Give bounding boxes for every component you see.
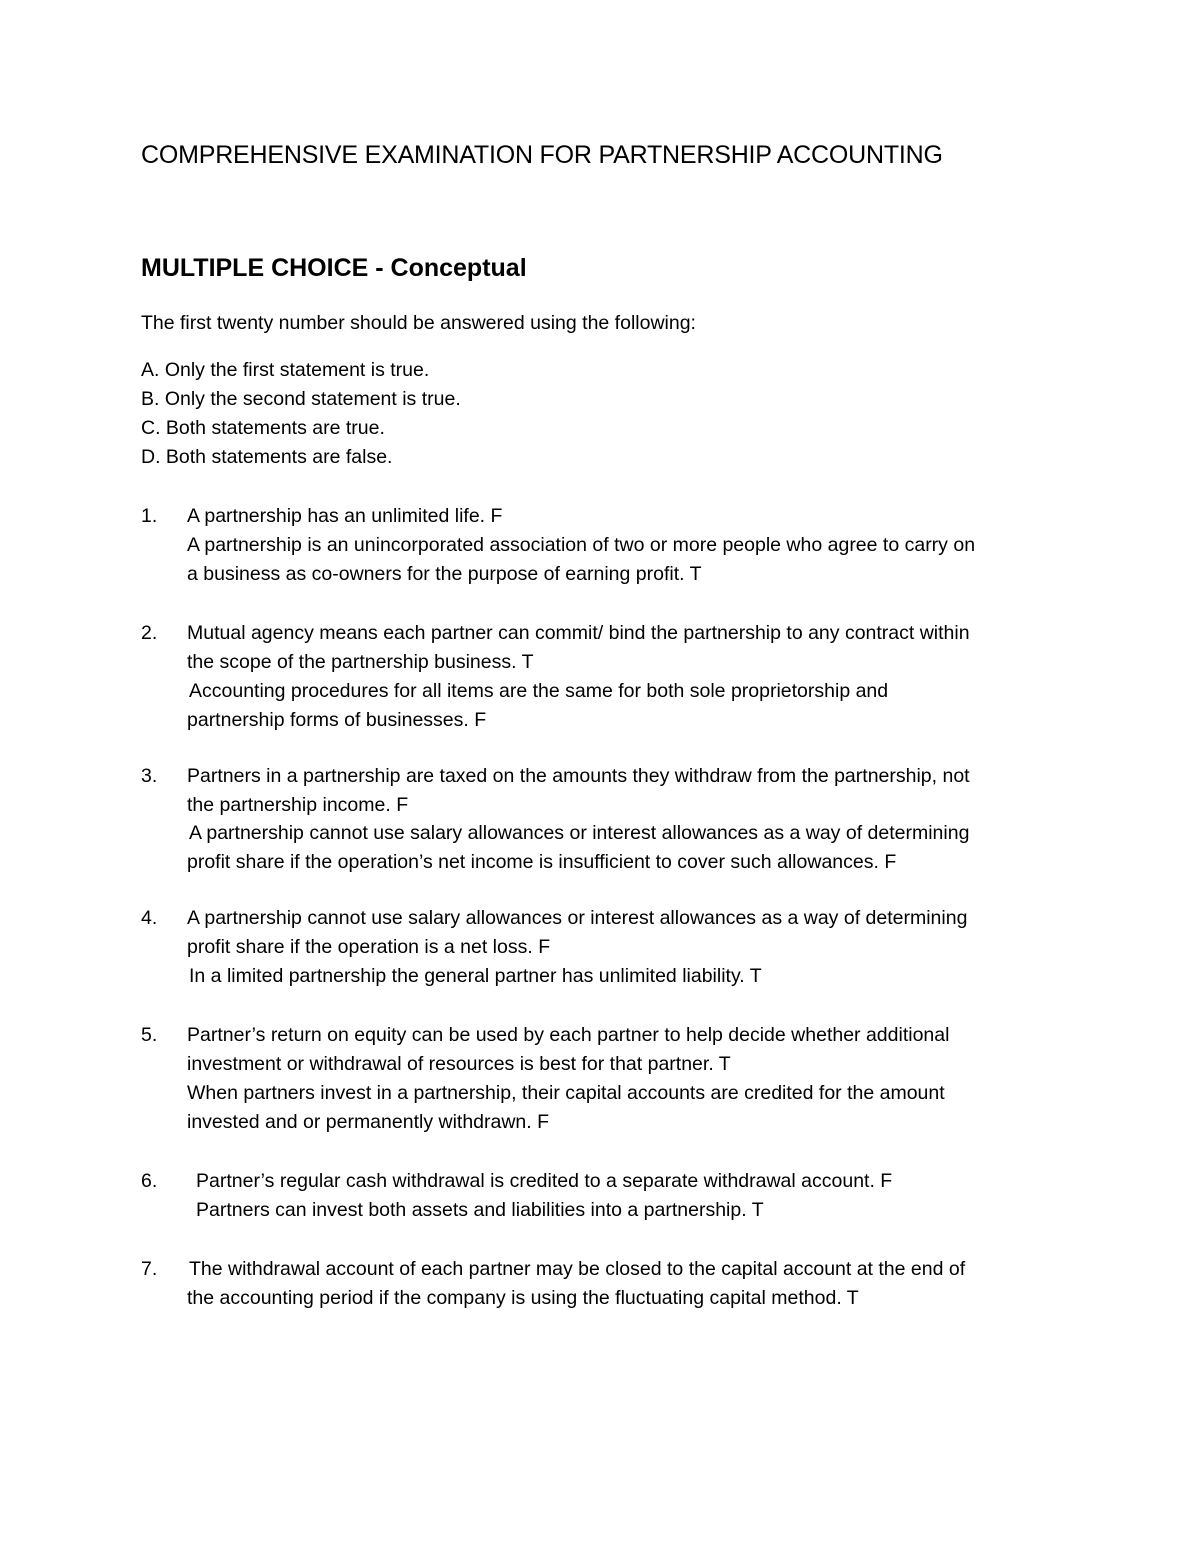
question-7-statement-1-cont: the accounting period if the company is using the fluctuating capital method. T [187,1287,859,1309]
option-a: A. Only the first statement is true. [141,359,430,381]
question-number: 2. [141,622,158,644]
option-c: C. Both statements are true. [141,417,385,439]
question-number: 4. [141,907,158,929]
option-d: D. Both statements are false. [141,446,393,468]
question-5-statement-1-cont: investment or withdrawal of resources is best for that partner. T [187,1053,731,1075]
question-5-statement-1: Partner’s return on equity can be used by each partner to help decide whether additional [187,1024,950,1046]
document-title: COMPREHENSIVE EXAMINATION FOR PARTNERSHIP ACCOUNTING [141,141,943,169]
question-6-statement-1: Partner’s regular cash withdrawal is credited to a separate withdrawal account. F [196,1170,893,1192]
question-2-statement-2: Accounting procedures for all items are the same for both sole proprietorship and [189,680,889,702]
question-6-statement-2: Partners can invest both assets and liabilities into a partnership. T [196,1199,764,1221]
question-2-statement-1-cont: the scope of the partnership business. T [187,651,534,673]
question-number: 5. [141,1024,158,1046]
question-number: 6. [141,1170,158,1192]
question-3-statement-1: Partners in a partnership are taxed on the amounts they withdraw from the partnership, not [187,765,970,787]
question-number: 3. [141,765,158,787]
section-heading: MULTIPLE CHOICE - Conceptual [141,254,527,282]
question-5-statement-2-cont: invested and or permanently withdrawn. F [187,1111,550,1133]
option-b: B. Only the second statement is true. [141,388,461,410]
question-3-statement-2: A partnership cannot use salary allowances or interest allowances as a way of determining [189,822,970,844]
question-2-statement-2-cont: partnership forms of businesses. F [187,709,487,731]
question-4-statement-2: In a limited partnership the general partner has unlimited liability. T [189,965,762,987]
question-1-statement-2-cont: a business as co-owners for the purpose of earning profit. T [187,563,702,585]
instructions-text: The first twenty number should be answered using the following: [141,312,696,334]
question-number: 7. [141,1258,158,1280]
question-number: 1. [141,505,158,527]
question-5-statement-2: When partners invest in a partnership, their capital accounts are credited for the amount [187,1082,945,1104]
question-7-statement-1: The withdrawal account of each partner may be closed to the capital account at the end of [189,1258,966,1280]
question-4-statement-1-cont: profit share if the operation is a net loss. F [187,936,551,958]
question-1-statement-2: A partnership is an unincorporated association of two or more people who agree to carry on [187,534,976,556]
question-1-statement-1: A partnership has an unlimited life. F [187,505,503,527]
question-3-statement-1-cont: the partnership income. F [187,794,409,816]
question-2-statement-1: Mutual agency means each partner can commit/ bind the partnership to any contract within [187,622,970,644]
question-4-statement-1: A partnership cannot use salary allowances or interest allowances as a way of determining [187,907,968,929]
question-3-statement-2-cont: profit share if the operation’s net income is insufficient to cover such allowances. F [187,851,897,873]
